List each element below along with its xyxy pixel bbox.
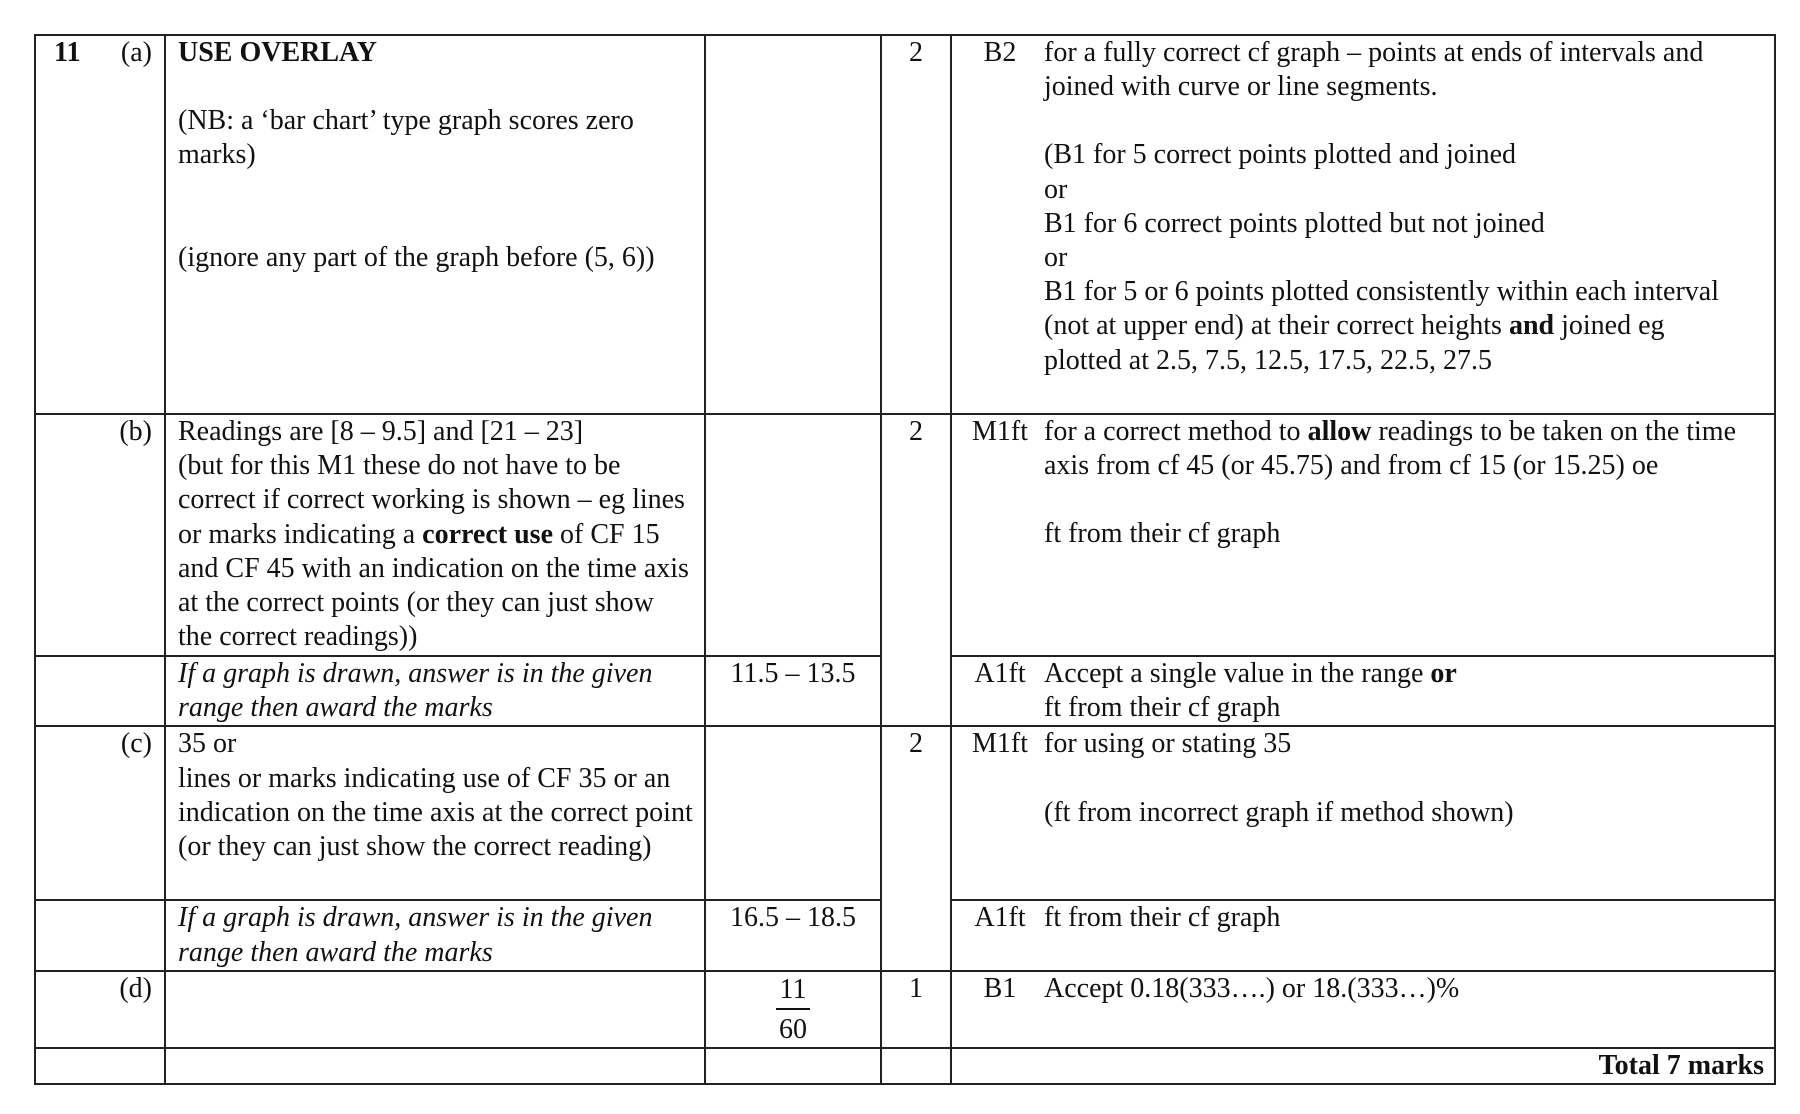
part-label-c: (c) xyxy=(120,728,152,760)
question-cell-d xyxy=(35,971,165,1048)
guidance-cell-c-a xyxy=(951,900,1775,970)
guidance-text-b-a: Accept a single value in the range or ft from their cf graph xyxy=(1044,658,1457,724)
answer-cell-b xyxy=(165,414,705,656)
question-number: 11 xyxy=(54,37,81,68)
guidance-text-a xyxy=(1044,36,1744,378)
guidance-a-line1: for a fully correct cf graph – points at ends of intervals and joined with curve or line segments. xyxy=(1044,37,1704,103)
guidance-text-d: Accept 0.18(333….) or 18.(333…)% xyxy=(1044,972,1460,1004)
mark-code-c-a: A1ft xyxy=(974,902,1026,934)
answer-cell-c xyxy=(165,726,705,900)
value-cell-c xyxy=(705,726,881,900)
guidance-a-or1: or xyxy=(1044,173,1068,205)
row-part-a xyxy=(35,35,1775,414)
mark-code-b-a: A1ft xyxy=(974,658,1026,689)
row-part-d xyxy=(35,971,1775,1048)
guidance-cell-c-m xyxy=(951,726,1775,900)
value-cell-b xyxy=(705,414,881,656)
fraction-numerator: 11 xyxy=(776,974,811,1010)
guidance-b-ft: ft from their cf graph xyxy=(1044,518,1281,550)
guidance-a-b1-1: (B1 for 5 correct points plotted and joined xyxy=(1044,139,1516,171)
guidance-text-b-m: for a correct method to allow readings to be taken on the time axis from cf 45 (or 45.75) and from cf 15 (or 15.25) oe ft from their cf graph xyxy=(1044,415,1744,552)
mark-code-c-m: M1ft xyxy=(972,728,1028,760)
mark-scheme-table xyxy=(34,34,1776,1085)
row-part-b-method xyxy=(35,414,1775,656)
answer-title-a: USE OVERLAY xyxy=(178,37,377,68)
guidance-cell-a xyxy=(951,35,1775,414)
guidance-a-or2: or xyxy=(1044,242,1068,274)
answer-b-p1: Readings are [8 – 9.5] and [21 – 23] xyxy=(178,416,584,447)
question-cell-c2 xyxy=(35,900,165,970)
row-total xyxy=(35,1048,1775,1084)
answer-note1-a: (NB: a ‘bar chart’ type graph scores zero marks) xyxy=(178,105,634,171)
question-cell-a xyxy=(35,35,165,414)
guidance-cell-b-a xyxy=(951,656,1775,726)
value-cell-a xyxy=(705,35,881,414)
answer-c-p2: lines or marks indicating use of CF 35 or an indication on the time axis at the correct point (or they can just show the correct reading) xyxy=(178,762,693,863)
marks-cell-c: 2 xyxy=(881,726,951,970)
answer-c-p1: 35 or xyxy=(178,728,237,760)
answer-value-c: 16.5 – 18.5 xyxy=(705,900,881,970)
fraction-denominator: 60 xyxy=(779,1013,807,1045)
answer-cell-a xyxy=(165,35,705,414)
answer-value-d xyxy=(705,971,881,1048)
row-part-c-method xyxy=(35,726,1775,900)
part-label-a: (a) xyxy=(120,37,152,68)
answer-note2-a: (ignore any part of the graph before (5, 6)) xyxy=(178,241,655,273)
answer-cell-d xyxy=(165,971,705,1048)
guidance-cell-b-m xyxy=(951,414,1775,656)
question-cell-b xyxy=(35,414,165,656)
guidance-a-b1-3: B1 for 5 or 6 points plotted consistently within each interval (not at upper end) at their correct heights and joined eg plotted at 2.5, 7.5, 12.5, 17.5, 22.5, 27.5 xyxy=(1044,276,1719,376)
guidance-text-c-a: ft from their cf graph xyxy=(1044,902,1281,934)
marks-cell-d: 1 xyxy=(881,971,951,1048)
guidance-cell-d xyxy=(951,971,1775,1048)
alt-answer-c: If a graph is drawn, answer is in the given range then award the marks xyxy=(165,900,705,970)
mark-code-b-m: M1ft xyxy=(972,416,1028,447)
marks-cell-b: 2 xyxy=(881,414,951,726)
part-label-d: (d) xyxy=(119,972,152,1004)
part-label-b: (b) xyxy=(119,416,152,447)
question-cell-c xyxy=(35,726,165,900)
answer-value-b: 11.5 – 13.5 xyxy=(705,656,881,726)
mark-code-d: B1 xyxy=(983,972,1017,1004)
marks-cell-a: 2 xyxy=(881,35,951,414)
answer-b-p2: (but for this M1 these do not have to be correct if correct working is shown – eg lines or marks indicating a correct use of CF 15 and CF 45 with an indication on the time axis at the correct points (or they can just show the correct readings)) xyxy=(178,450,689,653)
alt-answer-b: If a graph is drawn, answer is in the given range then award the marks xyxy=(165,656,705,726)
guidance-a-b1-2: B1 for 6 correct points plotted but not joined xyxy=(1044,207,1545,239)
guidance-text-c-m: for using or stating 35 (ft from incorrect graph if method shown) xyxy=(1044,728,1514,828)
total-marks: Total 7 marks xyxy=(951,1048,1775,1084)
question-cell-b2 xyxy=(35,656,165,726)
fraction xyxy=(776,974,811,1046)
mark-code-a: B2 xyxy=(983,37,1017,68)
